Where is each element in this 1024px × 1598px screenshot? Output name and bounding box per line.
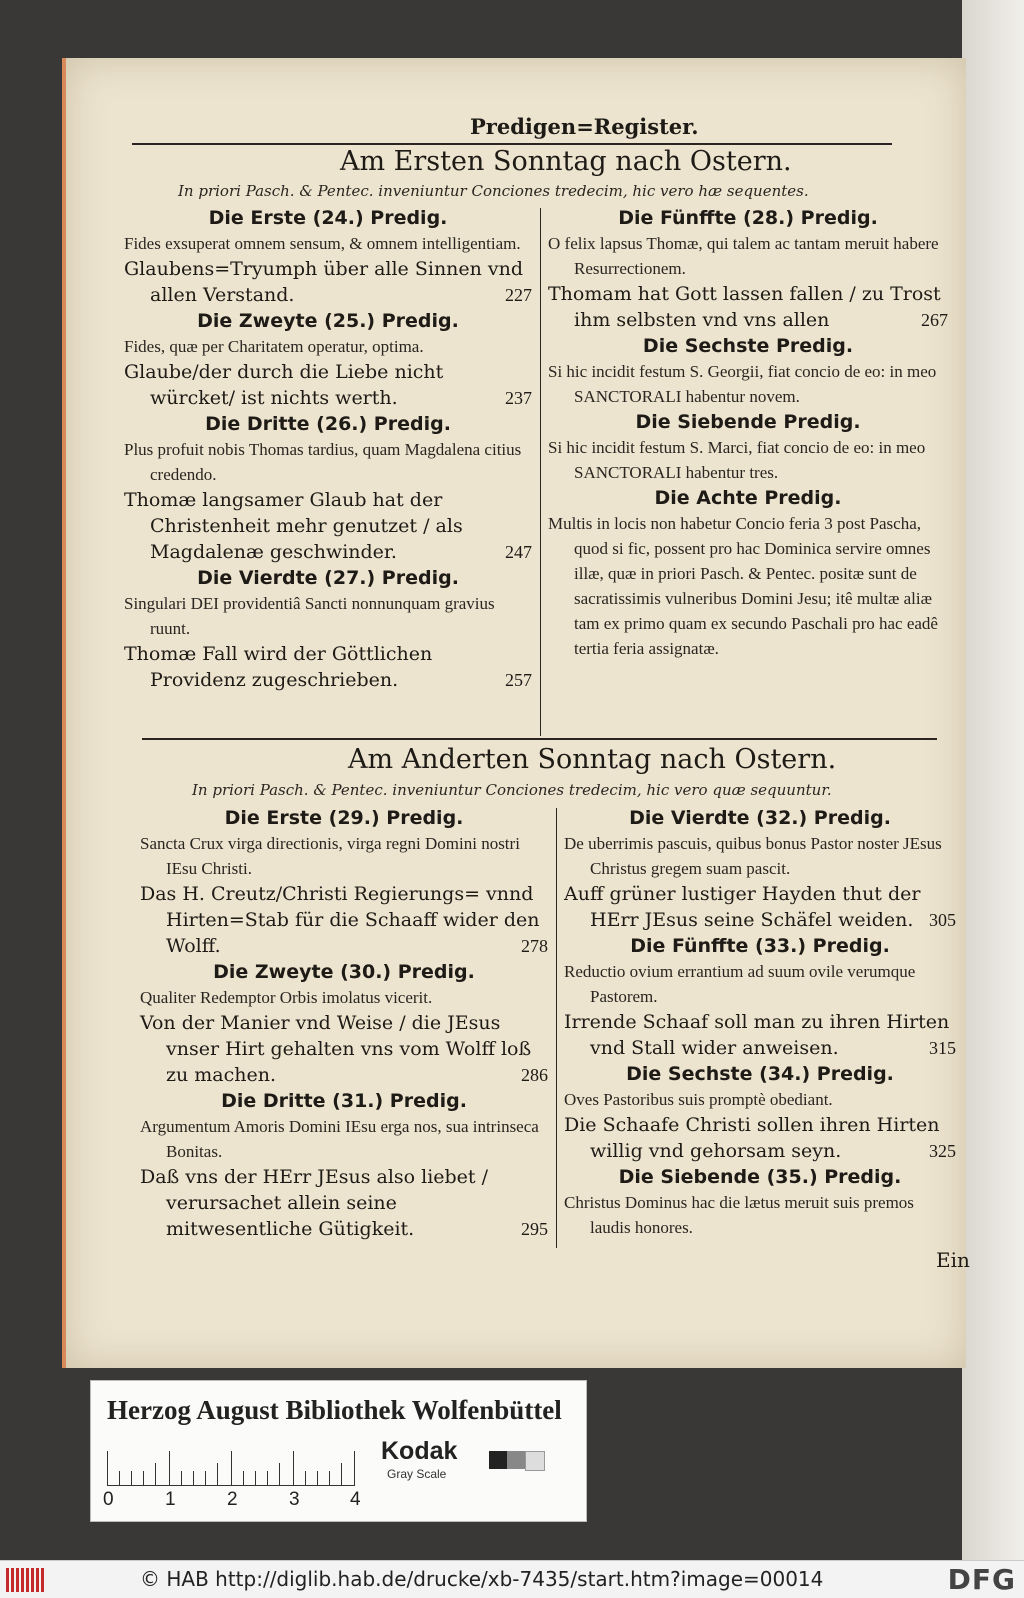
ruler-number: 1 [165,1489,176,1510]
section-2-left-column [140,805,548,1242]
header-rule [132,143,892,145]
sermon-entry [548,485,948,661]
latin-theme: De uberrimis pascuis, quibus bonus Pastor noster JEsus Christus gregem suam pascit. [564,834,942,878]
sermon-title: Die Achte Predig. [654,487,842,509]
german-theme: Die Schaafe Christi sollen ihren Hirten willig vnd gehorsam seyn. 325 [564,1114,956,1162]
running-head: Predigen=Register. [470,114,699,139]
page-number: 257 [505,670,532,690]
german-theme: Von der Manier vnd Weise / die JEsus vnser Hirt gehalten vns vom Wolff loß zu machen. 286 [140,1012,548,1086]
latin-theme: Oves Pastoribus suis promptè obediant. [564,1090,833,1109]
sermon-title: Die Zweyte (30.) Predig. [213,961,475,983]
german-theme: Auff grüner lustiger Hayden thut der HErr JEsus seine Schäfel weiden. 305 [564,883,956,931]
latin-theme: Si hic incidit festum S. Georgii, fiat concio de eo: in meo SANCTORALI habentur novem. [548,362,937,406]
sermon-entry [564,1164,956,1240]
library-name: Herzog August Bibliothek Wolfenbüttel [107,1395,562,1425]
sermon-entry [564,805,956,933]
german-theme: Daß vns der HErr JEsus also liebet / verursachet allein seine mitwesentliche Gütigkeit. 295 [140,1166,548,1240]
sermon-entry [124,411,532,565]
latin-theme: Plus profuit nobis Thomas tardius, quam Magdalena citius credendo. [124,440,522,484]
sermon-title: Die Siebende Predig. [635,411,861,433]
sermon-entry [124,565,532,693]
page-number: 237 [505,388,532,408]
ruler-number: 3 [289,1489,300,1510]
latin-theme: Sancta Crux virga directionis, virga regni Domini nostri IEsu Christi. [140,834,520,878]
section-rule [142,738,937,740]
sermon-title: Die Dritte (31.) Predig. [221,1090,467,1112]
ruler-number: 2 [227,1489,238,1510]
sermon-title: Die Vierdte (32.) Predig. [629,807,891,829]
scale-ruler [107,1447,355,1486]
sermon-title: Die Erste (29.) Predig. [224,807,464,829]
sermon-entry [548,333,948,409]
dfg-logo: DFG [947,1563,1016,1596]
library-label [90,1380,587,1522]
sermon-entry [548,409,948,485]
sermon-entry [140,1088,548,1242]
section-title: Am Ersten Sonntag nach Ostern. [340,146,792,177]
section-subtitle: In priori Pasch. & Pentec. inveniuntur Conciones tredecim, hic vero hæ sequentes. [178,182,809,200]
source-link[interactable]: © HAB http://diglib.hab.de/drucke/xb-7435/start.htm?image=00014 [140,1567,824,1591]
section-1-left-column [124,205,532,693]
page-number: 286 [521,1065,548,1085]
latin-theme: Argumentum Amoris Domini IEsu erga nos, sua intrinseca Bonitas. [140,1117,539,1161]
sermon-title: Die Fünffte (28.) Predig. [618,207,878,229]
page-number: 305 [929,910,956,930]
sermon-title: Die Sechste (34.) Predig. [626,1063,894,1085]
page-number: 295 [521,1219,548,1239]
german-theme: Thomæ langsamer Glaub hat der Christenheit mehr genutzet / als Magdalenæ geschwinder. 247 [124,489,532,563]
german-theme: Irrende Schaaf soll man zu ihren Hirten vnd Stall wider anweisen. 315 [564,1011,956,1059]
german-theme: Das H. Creutz/Christi Regierungs= vnnd Hirten=Stab für die Schaaff wider den Wolff. 278 [140,883,548,957]
german-theme: Thomam hat Gott lassen fallen / zu Trost ihm selbsten vnd vns allen 267 [548,283,948,331]
latin-theme: Fides exsuperat omnem sensum, & omnem intelligentiam. [124,234,521,253]
sermon-entry [140,959,548,1088]
column-divider [540,208,541,736]
sermon-entry [548,205,948,333]
latin-theme: Singulari DEI providentiâ Sancti nonnunquam gravius ruunt. [124,594,495,638]
german-theme: Thomæ Fall wird der Göttlichen Providenz zugeschrieben. 257 [124,643,532,691]
latin-theme: Fides, quæ per Charitatem operatur, optima. [124,337,424,356]
page-number: 227 [505,285,532,305]
hab-logo-icon [6,1568,46,1592]
section-2-right-column [564,805,956,1240]
latin-theme: O felix lapsus Thomæ, qui talem ac tantam meruit habere Resurrectionem. [548,234,939,278]
sermon-title: Die Vierdte (27.) Predig. [197,567,459,589]
page-number: 278 [521,936,548,956]
latin-theme: Christus Dominus hac die lætus meruit suis premos laudis honores. [564,1193,914,1237]
latin-theme: Reductio ovium errantium ad suum ovile verumque Pastorem. [564,962,916,1006]
sermon-entry [140,805,548,959]
german-theme: Glaube/der durch die Liebe nicht würcket/ ist nichts werth. 237 [124,361,532,409]
gray-swatch [525,1451,545,1471]
page-number: 267 [921,310,948,330]
german-theme: Glaubens=Tryumph über alle Sinnen vnd allen Verstand. 227 [124,258,532,306]
ruler-number: 4 [350,1489,361,1510]
latin-theme: Multis in locis non habetur Concio feria 3 post Pascha, quod si fic, possent pro hac Dominica servire omnes illæ, quæ in priori Pasch. & Pentec. positæ sunt de sacratissimis vulneribus Domini Jesu; itê multæ aliæ tam ex primo quam ex secundo Paschali pro hac eadê tertia feria assignatæ. [548,514,938,658]
sermon-title: Die Dritte (26.) Predig. [205,413,451,435]
latin-theme: Si hic incidit festum S. Marci, fiat concio de eo: in meo SANCTORALI habentur tres. [548,438,926,482]
viewer-footer [0,1560,1024,1598]
adjacent-page-edge [962,0,1024,1560]
page-number: 325 [929,1141,956,1161]
latin-theme: Qualiter Redemptor Orbis imolatus vicerit. [140,988,433,1007]
sermon-title: Die Sechste Predig. [642,335,854,357]
sermon-entry [124,308,532,411]
page-number: 315 [929,1038,956,1058]
sermon-title: Die Zweyte (25.) Predig. [197,310,459,332]
column-divider [556,808,557,1248]
gray-scale-label: Gray Scale [387,1467,447,1481]
gray-swatch [489,1451,507,1469]
sermon-entry [564,933,956,1061]
sermon-title: Die Fünffte (33.) Predig. [630,935,890,957]
section-1-right-column [548,205,948,661]
gray-swatch [507,1451,525,1469]
section-subtitle: In priori Pasch. & Pentec. inveniuntur Conciones tredecim, hic vero quæ sequuntur. [192,781,832,799]
page-number: 247 [505,542,532,562]
sermon-title: Die Siebende (35.) Predig. [618,1166,902,1188]
section-title: Am Anderten Sonntag nach Ostern. [348,744,837,775]
kodak-brand: Kodak [381,1437,458,1465]
ruler-number: 0 [103,1489,114,1510]
sermon-entry [124,205,532,308]
sermon-entry [564,1061,956,1164]
catchword: Ein [936,1248,970,1272]
sermon-title: Die Erste (24.) Predig. [208,207,448,229]
